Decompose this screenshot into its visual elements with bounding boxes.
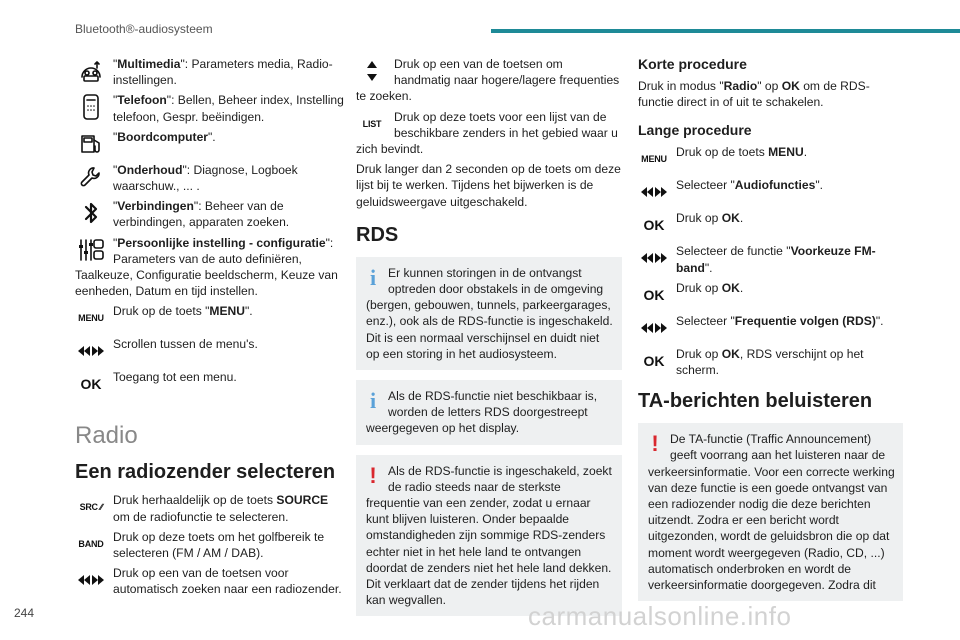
info-note xyxy=(356,380,622,445)
long-procedure-step xyxy=(638,210,903,239)
step-text: Druk op de toets MENU. xyxy=(676,145,808,160)
long-procedure-step xyxy=(638,346,903,378)
seek-arrows-icon xyxy=(638,314,670,342)
menu-item xyxy=(75,198,345,230)
step-text: Druk op OK, RDS verschijnt op het scherm. xyxy=(676,346,864,378)
rds-heading: RDS xyxy=(356,223,399,246)
source-button-icon: SRC ∕∕ xyxy=(79,502,103,513)
column-1 xyxy=(75,56,345,602)
step-text: Druk op OK. xyxy=(676,280,744,295)
seek-arrows-icon xyxy=(75,337,107,365)
up-down-arrows-icon xyxy=(356,57,388,85)
band-button-icon: BAND xyxy=(78,538,104,549)
step-text: Selecteer de functie "Voorkeuze FM-band". xyxy=(676,244,876,275)
long-procedure-steps xyxy=(638,144,903,378)
menu-step xyxy=(75,369,345,398)
warning-note xyxy=(356,455,622,617)
radio-heading: Radio xyxy=(75,422,138,450)
column-2 xyxy=(356,56,622,626)
menu-item-text: "Persoonlijke instelling - configuratie": Parameters van de auto definiëren, Taalkeuze, Configuratie beeldscherm, Keuze van eenheden, Datum en tijd instellen. xyxy=(75,235,338,299)
step-text: Scrollen tussen de menu's. xyxy=(113,337,258,352)
info-icon: i xyxy=(369,388,377,414)
menu-item xyxy=(75,56,345,88)
menu-item xyxy=(75,92,345,124)
long-procedure-step xyxy=(638,243,903,275)
long-procedure-step xyxy=(638,313,903,342)
seek-arrows-icon xyxy=(638,178,670,206)
step-text: Druk op OK. xyxy=(676,211,744,226)
step-text: Selecteer "Frequentie volgen (RDS)". xyxy=(676,313,884,328)
menu-item xyxy=(75,129,345,158)
menu-step xyxy=(75,336,345,365)
long-procedure-step xyxy=(638,177,903,206)
step-text: Druk op de toets "MENU". xyxy=(113,304,253,319)
page-number: 244 xyxy=(14,606,35,620)
step-text: Selecteer "Audiofuncties". xyxy=(676,178,824,193)
warning-icon: ! xyxy=(369,462,377,488)
step-text: Druk herhaaldelijk op de toets SOURCE om de radiofunctie te selecteren. xyxy=(113,493,329,524)
menu-item-text: "Verbindingen": Beheer van de verbindingen, apparaten zoeken. xyxy=(113,199,290,230)
ta-warning-text: De TA-functie (Traffic Announcement) geeft voorrang aan het luisteren naar de verkeersinformatie. Voor een correcte werking van deze functie is een goede ontvangst van een radiozender nodig die deze berichten uitzendt. Zodra er een bericht wordt uitgezonden, wordt de geluidsbron die op dat moment wordt weergegeven (Radio, CD, ...) automatisch onderbroken en wordt de verkeersinformatie doorgegeven. Zodra dit xyxy=(648,432,895,593)
warning-icon: ! xyxy=(651,431,659,457)
menu-item xyxy=(75,162,345,194)
seek-arrows-icon xyxy=(638,244,670,272)
ta-heading: TA-berichten beluisteren xyxy=(638,390,873,413)
bluetooth-icon xyxy=(75,199,107,227)
select-step xyxy=(75,565,345,597)
long-procedure-heading: Lange procedure xyxy=(638,122,752,139)
menu-item-text: "Onderhoud": Diagnose, Logboek waarschuw., ... . xyxy=(113,162,298,194)
step-text: Druk op een van de toetsen om handmatig naar hogere/lagere frequenties te zoeken. xyxy=(356,57,620,104)
ok-button-icon: OK xyxy=(643,352,665,369)
menu-steps-list xyxy=(75,303,345,398)
select-station-heading: Een radiozender selecteren xyxy=(75,461,336,484)
note-text: Als de RDS-functie niet beschikbaar is, worden de letters RDS doorgestreept weergegeven op het display. xyxy=(366,389,598,436)
menu-items-list xyxy=(75,56,345,299)
multimedia-icon xyxy=(75,57,107,85)
column-3 xyxy=(638,56,903,611)
trip-computer-icon xyxy=(75,130,107,158)
info-note xyxy=(356,257,622,370)
menu-item-text: "Multimedia": Parameters media, Radio-instellingen. xyxy=(113,57,333,88)
header-accent-bar xyxy=(491,29,960,33)
note-text: Er kunnen storingen in de ontvangst optreden door obstakels in de omgeving (bergen, gebouwen, tunnels, parkeergarages, enz.), ook als de RDS-functie is ingeschakeld. Dit is een normaal verschijnsel en duidt niet op een storing in het audiosysteem. xyxy=(366,265,613,361)
phone-icon xyxy=(75,93,107,121)
long-procedure-step xyxy=(638,280,903,309)
menu-step xyxy=(75,303,345,332)
step-text: Toegang tot een menu. xyxy=(113,370,237,385)
page-header-title: Bluetooth®-audiosysteem xyxy=(75,22,213,36)
note-text: Als de RDS-functie is ingeschakeld, zoekt de radio steeds naar de sterkste frequentie van een zender, zodat u ernaar kunt blijven luisteren. Onder bepaalde omstandigheden zijn sommige RDS-zenders echter niet in het hele land te ontvangen doordat de zenders niet het hele land dekken. Dit verklaart dat de zender tijdens het rijden kan wegvallen. xyxy=(366,463,612,608)
ok-button-icon: OK xyxy=(80,376,102,393)
step-text: Druk op deze toets voor een lijst van de beschikbare zenders in het gebied waar u zich bevindt. xyxy=(356,109,618,157)
frequency-step xyxy=(356,56,622,105)
menu-item xyxy=(75,235,345,300)
select-step xyxy=(75,529,345,561)
watermark-text: carmanualsonline.info xyxy=(528,601,792,631)
select-steps-list xyxy=(75,492,345,597)
menu-item-text: "Telefoon": Bellen, Beheer index, Instelling telefoon, Gespr. beëindigen. xyxy=(113,93,344,124)
menu-button-icon: MENU xyxy=(78,313,104,324)
info-icon: i xyxy=(369,264,377,290)
personal-settings-icon xyxy=(75,236,107,264)
ta-warning-note xyxy=(638,423,903,601)
step-text: Druk op een van de toetsen voor automatisch zoeken naar een radiozender. xyxy=(113,566,342,597)
ok-button-icon: OK xyxy=(643,217,665,234)
rds-notes xyxy=(356,257,622,617)
long-procedure-step xyxy=(638,144,903,173)
step-text: Druk op deze toets om het golfbereik te selecteren (FM / AM / DAB). xyxy=(113,529,325,561)
frequency-step xyxy=(356,109,622,158)
menu-button-icon: MENU xyxy=(641,154,667,165)
short-procedure-text: Druk in modus "Radio" op OK om de RDS-functie direct in of uit te schakelen. xyxy=(638,79,870,110)
wrench-icon xyxy=(75,163,107,191)
select-step xyxy=(75,492,345,524)
short-procedure-heading: Korte procedure xyxy=(638,56,747,72)
list-button-icon: LIST xyxy=(362,118,382,129)
list-update-paragraph: Druk langer dan 2 seconden op de toets om deze lijst bij te werken. Tijdens het bijwerken is de geluidsweergave uitgeschakeld. xyxy=(356,162,621,209)
frequency-steps-list xyxy=(356,56,622,157)
menu-item-text: "Boordcomputer". xyxy=(113,129,216,144)
ok-button-icon: OK xyxy=(643,286,665,303)
seek-arrows-icon xyxy=(75,566,107,594)
